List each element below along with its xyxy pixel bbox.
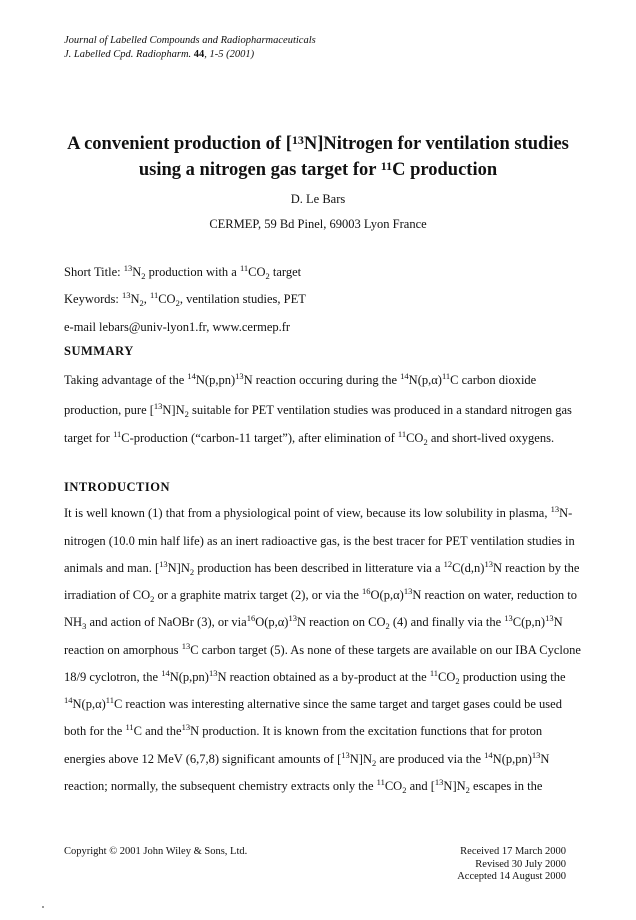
introduction-heading: INTRODUCTION (64, 480, 171, 494)
keywords: Keywords: $^{13}N_2$, $^{11}CO_2$, ventilation studies, PET (64, 290, 306, 308)
intro-line: animals and man. $[^{13}N]N_2$ production has been described in litterature via a $^{12}C(d,n)^{13}N$ reaction by the (64, 559, 580, 577)
journal-citation: J. Labelled Cpd. Radiopharm. 44, 1-5 (2001) (64, 48, 255, 60)
author: D. Le Bars (290, 192, 346, 206)
intro-line: reaction on amorphous $^{13}$C carbon target (5). As none of these targets are available on our IBA Cyclone (64, 641, 581, 657)
intro-line: It is well known (1) that from a physiological point of view, because its low solubility in plasma, $^{13}$N- (64, 504, 573, 520)
revised-date: Revised 30 July 2000 (475, 858, 566, 870)
received-date: Received 17 March 2000 (460, 846, 566, 857)
summary-line: target for $^{11}$C-production (“carbon-11 target”), after elimination of $^{11}CO_2$ and short-lived oxygens. (64, 429, 555, 447)
copyright-notice: Copyright © 2001 John Wiley & Sons, Ltd. (64, 846, 248, 857)
publication-dates (457, 846, 566, 884)
email-line: e-mail lebars@univ-lyon1.fr, www.cermep.fr (64, 320, 291, 334)
summary-line: production, pure $[^{13}N]N_2$ suitable for PET ventilation studies was produced in a standard nitrogen gas (64, 401, 572, 419)
scan-speck (42, 906, 44, 908)
intro-line: reaction; normally, the subsequent chemistry extracts only the $^{11}CO_2$ and $[^{13}N]N_2$ escapes in the (64, 777, 543, 795)
intro-line: nitrogen (10.0 min half life) as an inert radioactive gas, is the best tracer for PET ventilation studies in (64, 534, 575, 548)
intro-line: $NH_3$ and action of NaOBr (3), or $via^{16}O(p,\alpha)^{13}N$ reaction on $CO_2$ (4) and finally via the $^{13}C(p,n)^{13}N$ (64, 613, 563, 631)
intro-line: $^{14}N(p,\alpha)^{11}C$ reaction was interesting alternative since the same target and target gases could be used (64, 695, 562, 711)
affiliation: CERMEP, 59 Bd Pinel, 69003 Lyon France (209, 217, 427, 231)
intro-line: irradiation of $CO_2$ or a graphite matrix target (2), or via the $^{16}O(p,\alpha)^{13}N$ reaction on water, reduction to (64, 586, 578, 604)
intro-line: 18/9 cyclotron, the $^{14}N(p,pn)^{13}N$ reaction obtained as a by-product at the $^{11}CO_2$ production using the (64, 668, 566, 686)
summary-line: Taking advantage of the $^{14}N(p,pn)^{13}N$ reaction occuring during the $^{14}N(p,\alpha)^{11}C$ carbon dioxide (64, 371, 537, 387)
intro-line: energies above 12 MeV (6,7,8) significant amounts of $[^{13}N]N_2$ are produced via the $^{14}N(p,pn)^{13}N$ (64, 750, 550, 768)
title-line-2: using a nitrogen gas target for $^{11}$C production (138, 159, 498, 180)
accepted-date: Accepted 14 August 2000 (457, 871, 566, 882)
intro-line: both for the $^{11}$C and the$^{13}$N production. It is known from the excitation functions that for proton (64, 722, 543, 738)
short-title: Short Title: $^{13}N_2$ production with a $^{11}CO_2$ target (64, 263, 302, 281)
title-line-1: A convenient production of [$^{13}$N]Nitrogen for ventilation studies (67, 133, 569, 154)
summary-heading: SUMMARY (64, 344, 134, 358)
journal-name: Journal of Labelled Compounds and Radiopharmaceuticals (64, 35, 316, 46)
journal-header (64, 34, 316, 61)
